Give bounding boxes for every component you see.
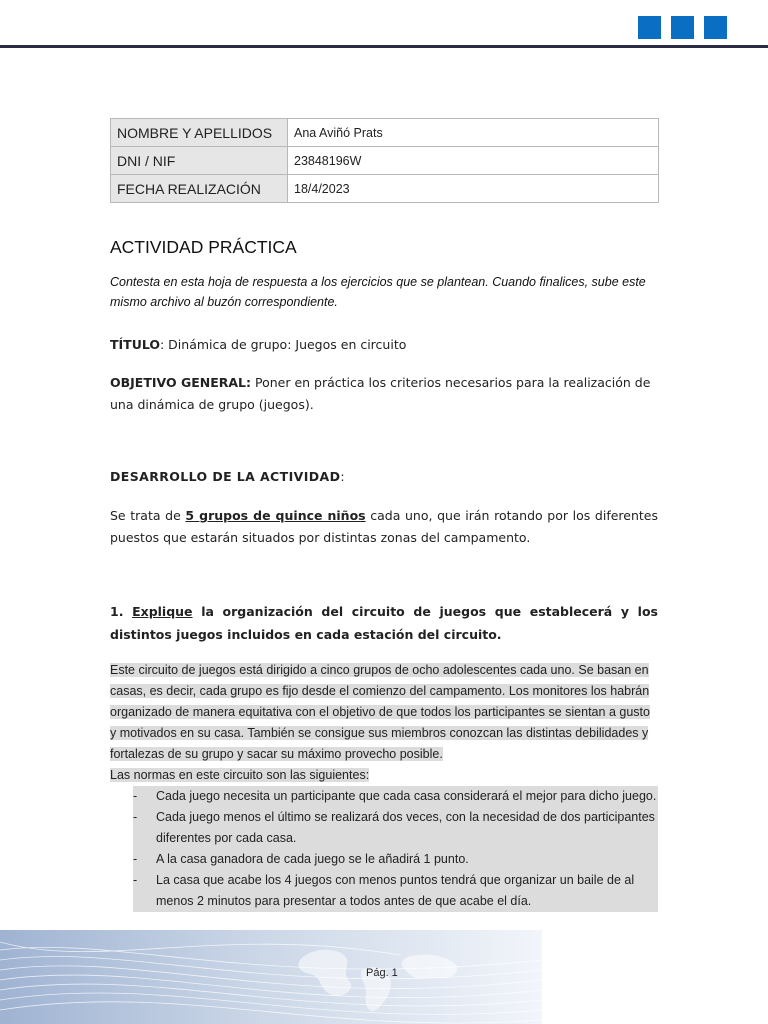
- bullet-dash: -: [133, 789, 138, 803]
- table-row: [111, 147, 659, 175]
- objetivo-label: OBJETIVO GENERAL:: [110, 375, 252, 390]
- dni-value: 23848196W: [288, 147, 659, 175]
- desarrollo-label: DESARROLLO DE LA ACTIVIDAD: [110, 469, 341, 484]
- answer-paragraph: Este circuito de juegos está dirigido a cinco grupos de ocho adolescentes cada uno. Se basan en casas, es decir, cada grupo es fijo desde el comienzo del campamento. Los monitores los habrán organizado de manera equitativa con el objetivo de que todos los participantes se sientan a gusto y motivados en su casa. También se consigue sus miembros conozcan las distintas debilidades y fortalezas de su grupo y sacar su máximo provecho posible.: [110, 663, 650, 761]
- rules-intro: Las normas en este circuito son las siguientes:: [110, 768, 370, 782]
- table-row: [111, 119, 659, 147]
- bullet-dash: -: [133, 810, 138, 824]
- name-label: NOMBRE Y APELLIDOS: [111, 119, 288, 147]
- date-value: 18/4/2023: [288, 175, 659, 203]
- header-square-3: [704, 16, 727, 39]
- header-square-2: [671, 16, 694, 39]
- footer-globe-graphic: [0, 930, 542, 1024]
- general-objective: [110, 372, 658, 416]
- rule-text: Cada juego menos el último se realizará dos veces, con la necesidad de dos participantes diferentes por cada casa.: [156, 810, 655, 845]
- header-rule: [0, 45, 768, 48]
- rule-text: La casa que acabe los 4 juegos con menos puntos tendrá que organizar un baile de al menos 2 minutos para presentar a todos antes de que acabe el día.: [156, 873, 635, 908]
- grupos-emphasis: 5 grupos de quince niños: [185, 508, 366, 523]
- list-item: [133, 786, 658, 807]
- answer-block: [110, 660, 658, 912]
- list-item: [133, 870, 658, 912]
- date-label: FECHA REALIZACIÓN: [111, 175, 288, 203]
- groups-description: [110, 505, 658, 549]
- rule-text: A la casa ganadora de cada juego se le añadirá 1 punto.: [156, 852, 469, 866]
- question-text: la organización del circuito de juegos que establecerá y los distintos juegos incluidos en cada estación del circuito.: [110, 604, 658, 642]
- list-item: [133, 849, 658, 870]
- student-info-table: [110, 118, 659, 203]
- titulo-label: TÍTULO: [110, 337, 160, 352]
- activity-title: [110, 337, 406, 352]
- development-heading: [110, 469, 345, 484]
- dni-label: DNI / NIF: [111, 147, 288, 175]
- bullet-dash: -: [133, 873, 138, 887]
- grupos-post: cada uno, que irán rotando por los diferentes puestos que estarán situados por distintas zonas del campamento.: [110, 508, 659, 545]
- list-item: [133, 807, 658, 849]
- name-value: Ana Aviñó Prats: [288, 119, 659, 147]
- header-square-1: [638, 16, 661, 39]
- intro-text: Contesta en esta hoja de respuesta a los ejercicios que se plantean. Cuando finalices, sube este mismo archivo al buzón correspondiente.: [110, 275, 646, 309]
- table-row: [111, 175, 659, 203]
- grupos-pre: Se trata de: [110, 508, 186, 523]
- header-squares: [638, 16, 727, 39]
- question-1: [110, 600, 658, 646]
- rules-list: [110, 786, 658, 912]
- rule-text: Cada juego necesita un participante que cada casa considerará el mejor para dicho juego.: [156, 789, 657, 803]
- bullet-dash: -: [133, 852, 138, 866]
- question-number: 1.: [110, 604, 133, 619]
- objetivo-text: Poner en práctica los criterios necesarios para la realización de una dinámica de grupo (juegos).: [110, 375, 651, 412]
- titulo-text: : Dinámica de grupo: Juegos en circuito: [160, 337, 407, 352]
- page-number: Pág. 1: [366, 967, 398, 979]
- page-title: ACTIVIDAD PRÁCTICA: [110, 237, 297, 257]
- question-verb: Explique: [132, 604, 193, 619]
- desarrollo-colon: :: [340, 469, 345, 484]
